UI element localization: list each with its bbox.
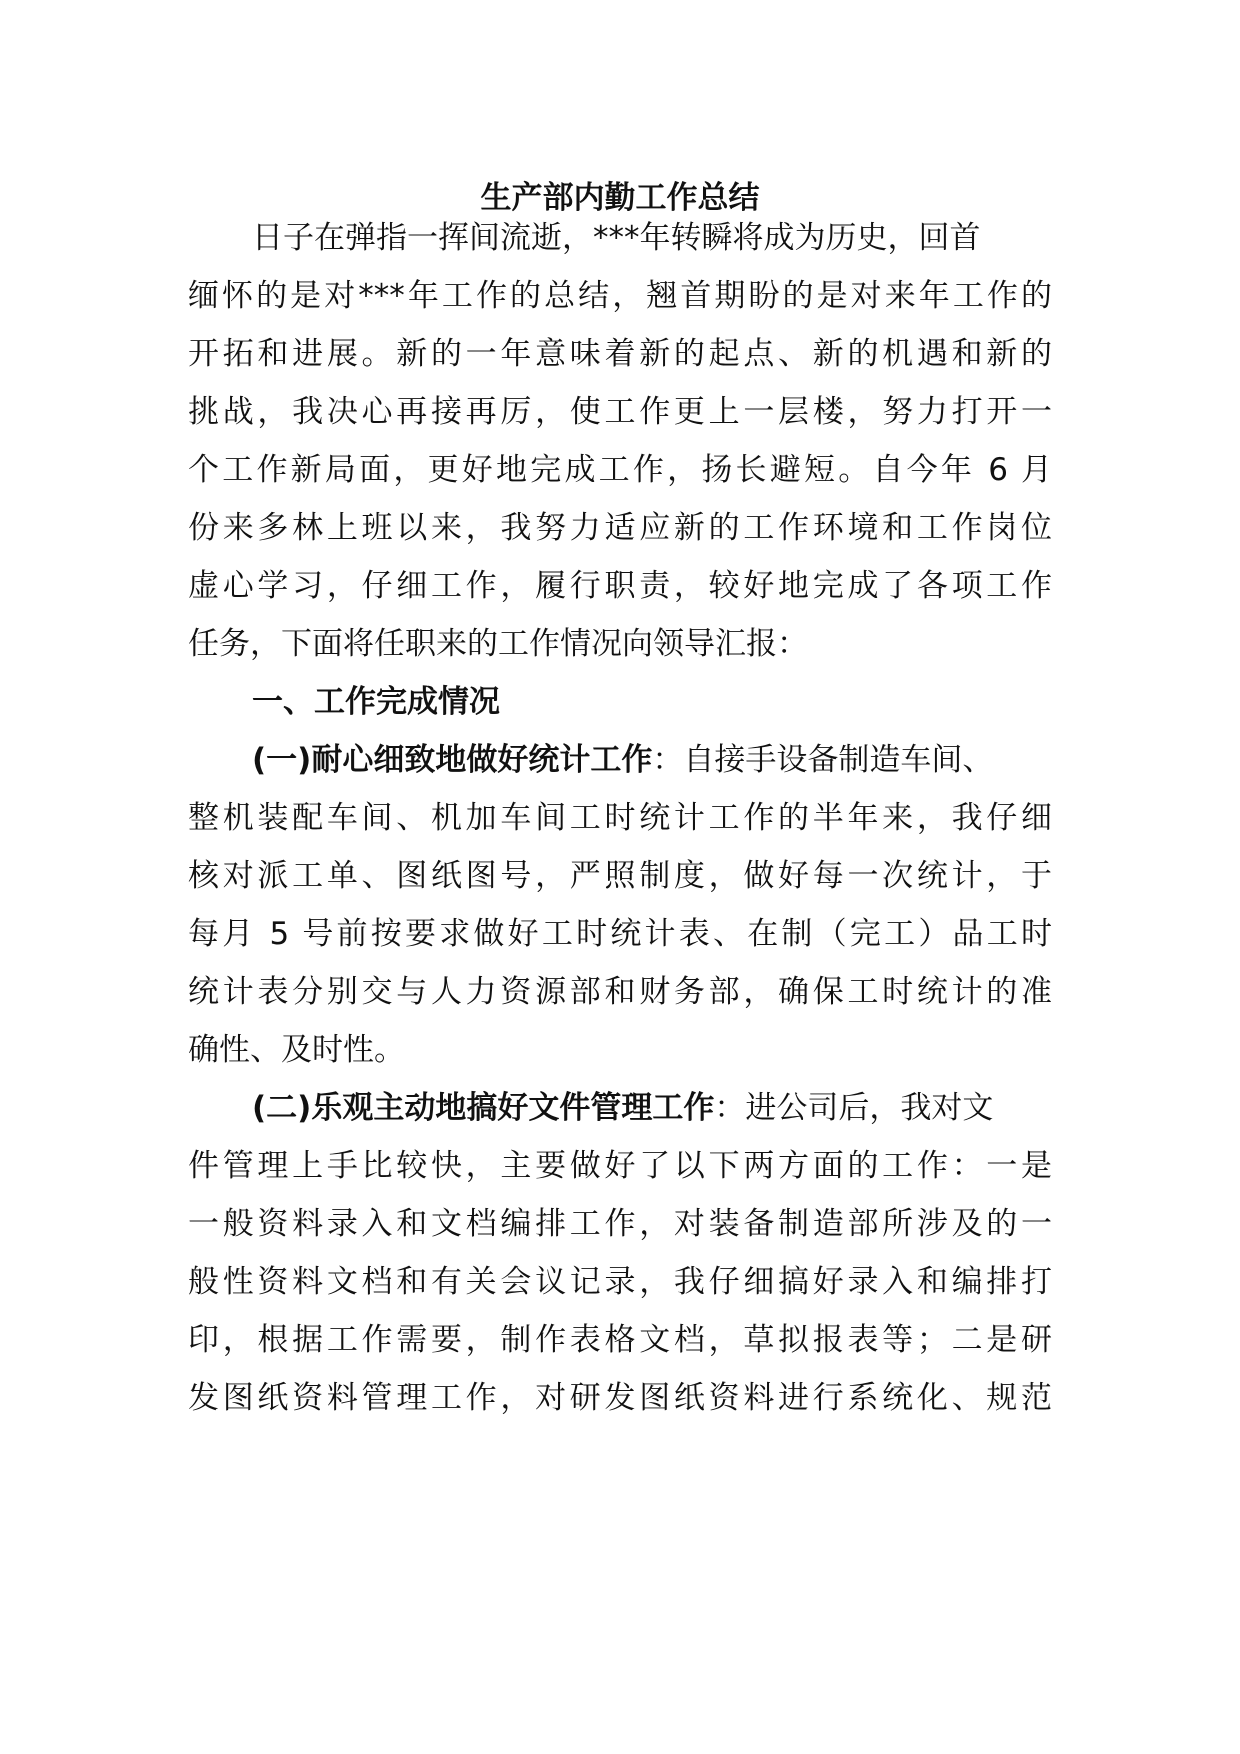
paragraph-line: 整机装配车间、机加车间工时统计工作的半年来，我仔细	[188, 800, 1052, 836]
paragraph-line: 虚心学习，仔细工作，履行职责，较好地完成了各项工作	[188, 568, 1052, 604]
paragraph-line: 般性资料文档和有关会议记录，我仔细搞好录入和编排打	[188, 1264, 1052, 1300]
paragraph-line: 个工作新局面，更好地完成工作，扬长避短。自今年 6 月	[188, 452, 1052, 488]
paragraph-line: 核对派工单、图纸图号，严照制度，做好每一次统计，于	[188, 858, 1052, 894]
subsection-heading: (二)乐观主动地搞好文件管理工作	[252, 1090, 715, 1126]
paragraph-line: 每月 5 号前按要求做好工时统计表、在制（完工）品工时	[188, 916, 1052, 952]
subsection-text: ：自接手设备制造车间、	[652, 742, 994, 778]
subsection-heading: (一)耐心细致地做好统计工作	[252, 742, 653, 778]
subsection-text: ：进公司后，我对文	[714, 1090, 994, 1126]
section-heading: 一、工作完成情况	[252, 684, 500, 720]
paragraph-line: 开拓和进展。新的一年意味着新的起点、新的机遇和新的	[188, 336, 1052, 372]
paragraph-line: 件管理上手比较快，主要做好了以下两方面的工作：一是	[188, 1148, 1052, 1184]
paragraph-line: 发图纸资料管理工作，对研发图纸资料进行系统化、规范	[188, 1380, 1052, 1416]
document-title: 生产部内勤工作总结	[480, 180, 760, 216]
paragraph-line: 印，根据工作需要，制作表格文档，草拟报表等；二是研	[188, 1322, 1052, 1358]
paragraph-line: 缅怀的是对***年工作的总结，翘首期盼的是对来年工作的	[188, 278, 1052, 314]
paragraph-line: 挑战，我决心再接再厉，使工作更上一层楼，努力打开一	[188, 394, 1052, 430]
subsection-first-line	[252, 1086, 993, 1130]
paragraph-line: 份来多林上班以来，我努力适应新的工作环境和工作岗位	[188, 510, 1052, 546]
paragraph-line: 确性、及时性。	[188, 1032, 405, 1068]
paragraph-line: 日子在弹指一挥间流逝，***年转瞬将成为历史，回首	[252, 220, 981, 256]
paragraph-line: 一般资料录入和文档编排工作，对装备制造部所涉及的一	[188, 1206, 1052, 1242]
subsection-first-line	[252, 738, 993, 782]
paragraph-line: 任务，下面将任职来的工作情况向领导汇报：	[188, 626, 808, 662]
paragraph-line: 统计表分别交与人力资源部和财务部，确保工时统计的准	[188, 974, 1052, 1010]
